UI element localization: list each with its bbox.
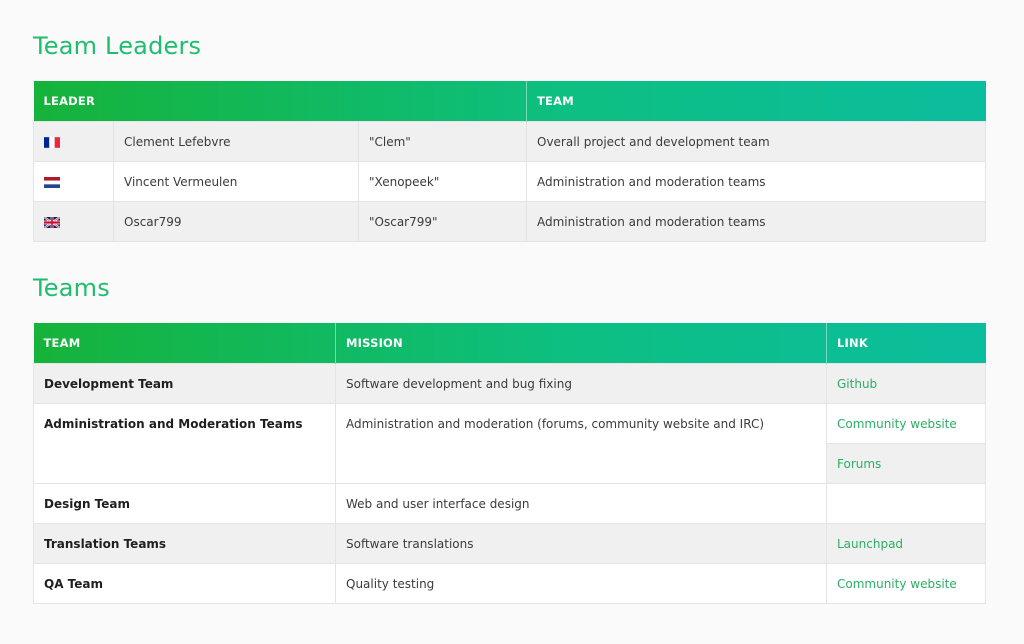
community-website-link[interactable]: Community website <box>837 576 957 591</box>
teams-table <box>33 323 986 604</box>
team-link-cell <box>827 524 986 564</box>
table-row <box>34 564 986 604</box>
team-name: Development Team <box>34 364 336 404</box>
uk-flag-icon <box>44 217 60 228</box>
leader-nickname: "Oscar799" <box>359 202 527 242</box>
launchpad-link[interactable]: Launchpad <box>837 536 904 551</box>
netherlands-flag-icon <box>44 177 60 188</box>
leader-name: Vincent Vermeulen <box>114 162 359 202</box>
france-flag-icon <box>44 137 60 148</box>
flag-cell <box>34 202 114 242</box>
team-link-cell <box>827 564 986 604</box>
leader-team: Overall project and development team <box>527 122 986 162</box>
team-mission: Quality testing <box>336 564 827 604</box>
team-leaders-table <box>33 81 986 242</box>
team-mission: Administration and moderation (forums, community website and IRC) <box>336 404 827 484</box>
flag-cell <box>34 122 114 162</box>
table-row <box>34 524 986 564</box>
table-row <box>34 122 986 162</box>
table-row <box>34 202 986 242</box>
team-leaders-title: Team Leaders <box>33 32 202 60</box>
team-link-cell <box>827 444 986 484</box>
team-mission: Software translations <box>336 524 827 564</box>
teams-title: Teams <box>33 274 110 302</box>
team-mission: Software development and bug fixing <box>336 364 827 404</box>
forums-link[interactable]: Forums <box>837 456 882 471</box>
leader-team: Administration and moderation teams <box>527 202 986 242</box>
table-row <box>34 404 986 444</box>
header-team: TEAM <box>537 94 574 108</box>
leader-name: Clement Lefebvre <box>114 122 359 162</box>
header-mission: MISSION <box>336 323 827 364</box>
header-link: LINK <box>837 336 868 350</box>
table-header-row <box>34 81 986 122</box>
github-link[interactable]: Github <box>837 376 878 391</box>
team-name: Translation Teams <box>34 524 336 564</box>
leader-team: Administration and moderation teams <box>527 162 986 202</box>
team-link-cell <box>827 404 986 444</box>
team-link-cell <box>827 364 986 404</box>
table-row <box>34 162 986 202</box>
team-name: Administration and Moderation Teams <box>34 404 336 484</box>
leader-name: Oscar799 <box>114 202 359 242</box>
header-team: TEAM <box>34 323 336 364</box>
team-name: Design Team <box>34 484 336 524</box>
team-name: QA Team <box>34 564 336 604</box>
table-row <box>34 364 986 404</box>
community-website-link[interactable]: Community website <box>837 416 957 431</box>
leader-nickname: "Clem" <box>359 122 527 162</box>
table-row <box>34 484 986 524</box>
table-header-row <box>34 323 986 364</box>
flag-cell <box>34 162 114 202</box>
leader-nickname: "Xenopeek" <box>359 162 527 202</box>
team-link-cell <box>827 484 986 524</box>
header-leader: LEADER <box>34 81 527 122</box>
team-mission: Web and user interface design <box>336 484 827 524</box>
